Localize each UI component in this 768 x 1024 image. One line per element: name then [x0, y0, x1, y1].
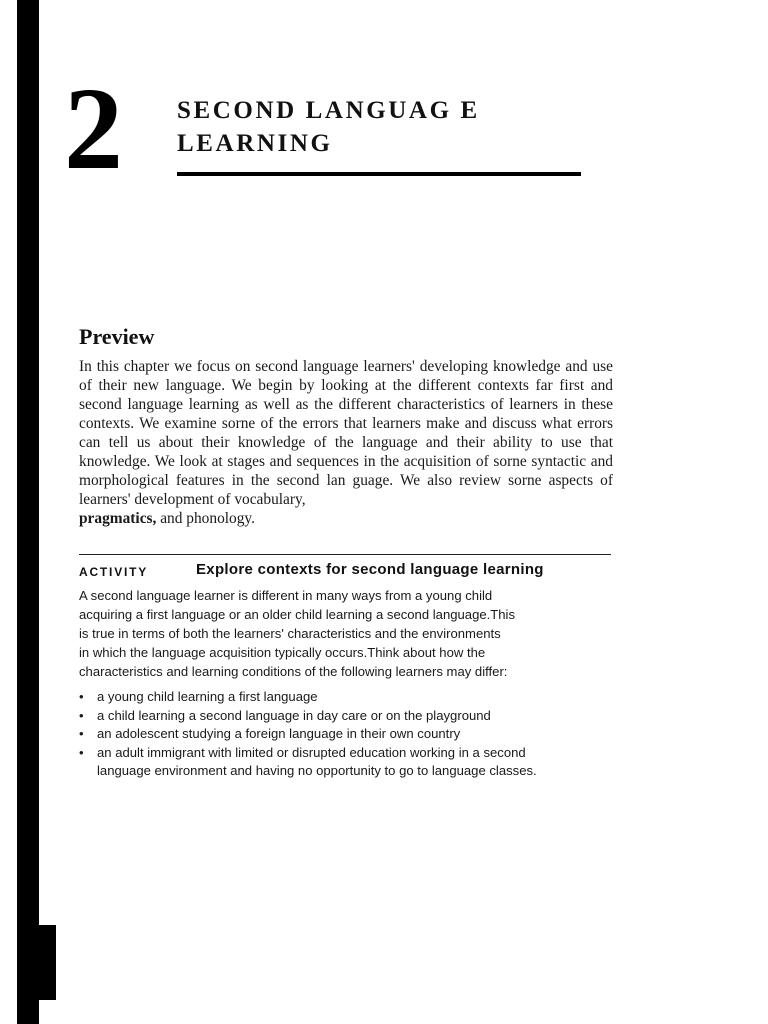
- preview-paragraph: [79, 357, 613, 528]
- scan-edge-shadow-lower: [34, 925, 56, 1000]
- preview-heading: Preview: [79, 324, 155, 349]
- list-item-text-continued: language environment and having no opportunity to go to language classes.: [97, 763, 537, 778]
- list-item-text: a child learning a second language in day care or on the playground: [97, 707, 491, 723]
- list-item-text: a young child learning a first language: [97, 689, 318, 704]
- chapter-title-line-1: SECOND LANGUAG E: [177, 97, 480, 124]
- activity-body-line: A second language learner is different in many ways from a young child: [79, 588, 493, 603]
- bullet-icon: •: [79, 726, 84, 741]
- activity-body-line: acquiring a first language or an older child learning a second language.This: [79, 607, 516, 622]
- preview-bold-term: pragmatics,: [79, 510, 157, 527]
- learner-list: [79, 688, 619, 781]
- chapter-title: [177, 94, 480, 160]
- activity-body-line: is true in terms of both the learners' characteristics and the environments: [79, 626, 501, 641]
- chapter-title-line-2: LEARNING: [177, 130, 333, 157]
- bullet-icon: •: [79, 689, 84, 704]
- list-item: [79, 744, 619, 781]
- activity-divider: [79, 554, 611, 555]
- scan-edge-shadow: [17, 0, 39, 1024]
- bullet-icon: •: [79, 744, 84, 760]
- list-item: [79, 707, 619, 726]
- bullet-icon: •: [79, 707, 84, 723]
- activity-body-line: characteristics and learning conditions of the following learners may differ:: [79, 664, 508, 679]
- list-item: [79, 688, 619, 707]
- preview-text: In this chapter we focus on second language learners' developing knowledge and use of their new language. We begin by looking at the different contexts far first and second language learning as well as the different characteristics of learners in these contexts. We examine sorne of the errors that learners make and discuss what errors can tell us about their knowledge of the language and their ability to use that knowledge. We look at stages and sequences in the acquisition of sorne syntactic and morphological features in the second lan guage. We also review sorne aspects of learners' development of vocabulary,: [79, 358, 613, 508]
- activity-title: Explore contexts for second language learning: [196, 561, 544, 578]
- chapter-title-rule: [177, 172, 581, 176]
- chapter-number: 2: [64, 63, 123, 194]
- activity-body: [79, 586, 619, 681]
- list-item-text: an adolescent studying a foreign language in their own country: [97, 726, 461, 741]
- activity-body-line: in which the language acquisition typically occurs.Think about how the: [79, 645, 486, 660]
- list-item: [79, 725, 619, 744]
- activity-label: ACTIVITY: [79, 565, 149, 579]
- list-item-text: an adult immigrant with limited or disrupted education working in a second: [97, 744, 526, 760]
- preview-text-end: and phonology.: [156, 510, 255, 527]
